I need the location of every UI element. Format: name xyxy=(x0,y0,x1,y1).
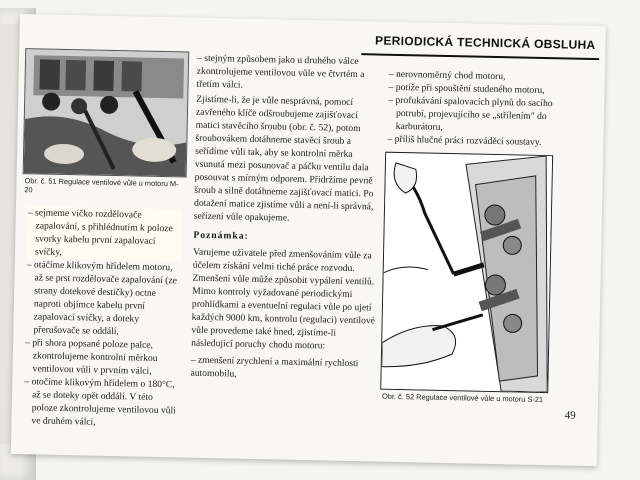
figure-51-caption: Obr. č. 51 Regulace ventilové vůle u motoru M-20 xyxy=(24,176,179,195)
list-item: – příliš hlučné práci rozváděcí soustavy. xyxy=(387,133,542,148)
list-item: – při shora popsané poloze palce, zkontrolujeme kontrolní měrkou ventilovou vůli v prvním válci, xyxy=(25,337,158,377)
page-header: PERIODICKÁ TECHNICKÁ OBSLUHA xyxy=(374,33,596,53)
page-number: 49 xyxy=(564,409,576,422)
paragraph: Zjistíme-li, že je vůle nesprávná, pomocí zavřeného klíče odšroubujeme zajišťovací matici stavěcího šroubu (obr. č. 52), potom šroubovákem dotáhneme stavěcí šroub a seřídíme vůli tak, aby se kontrolní měrka vsunutá mezi posunovač a páčku ventilu dala posouvat s mírným odporem. Přidržíme pevně šroub a silně dotáhneme zajišťovací matici. Po dotažení matice zjistíme vůli a není-li správná, seřízení vůle opakujeme. xyxy=(193,93,374,224)
list-item: – zmenšení zrychlení a maximální rychlosti automobilu, xyxy=(190,354,359,380)
figure-52-drawing xyxy=(380,152,553,393)
figure-52-caption: Obr. č. 52 Regulace ventilové vůle u motoru S-21 xyxy=(381,391,544,405)
list-item: – profukávání spalovacích plynů do sacího potrubí, projevujícího se „střílením" do karburátoru, xyxy=(388,94,553,133)
col1-list xyxy=(23,206,182,430)
paragraph: Varujeme uživatele před zmenšováním vůle za účelem získání velmi tiché práce rozvodu. Zmenšení vůle může způsobit vypálení ventilů. xyxy=(192,246,375,288)
figure-51-engine-photo xyxy=(23,48,190,177)
list-item: – otočíme klikovým hřídelem o 180°C, až se doteky opět oddálí. V této poloze zkontrolujeme ventilovou vůli ve druhém válci, xyxy=(24,376,176,428)
paragraph: Mimo kontroly vyžadované periodickými prohlídkami a eventuelní regulaci vůle po ujetí každých 9000 km, kontrolu (regulaci) ventilové vůle provedeme také hned, zjistíme-li následující poruchy chodu motoru: xyxy=(191,285,376,352)
column-1 xyxy=(23,206,182,430)
list-item: – otáčíme klikovým hřídelem motoru, až se prst rozdělovače zapalování (ze strany dotekové destičky) octne naproti objímce kabelu první zapalovací svíčky, a doteky přerušovače se oddálí, xyxy=(26,259,178,338)
note-heading: Poznámka: xyxy=(193,229,249,242)
column-2 xyxy=(190,52,383,384)
list-item: – nerovnoměrný chod motoru, xyxy=(388,68,506,83)
list-item: – potíže při spouštění studeného motoru, xyxy=(388,81,545,97)
list-item: – sejmeme víčko rozdělovače zapalování, s přihlédnutím k poloze svorky kabelu první zapalovací svíčky, xyxy=(27,206,182,261)
engine-illustration xyxy=(24,49,189,176)
book-page xyxy=(11,14,606,466)
valve-adjustment-drawing xyxy=(381,153,552,392)
col3-list xyxy=(387,68,555,149)
column-3 xyxy=(387,68,555,149)
paragraph: – stejným způsobem jako u druhého válce zkontrolujeme ventilovou vůle ve čtvrtém a třetím válci. xyxy=(196,52,365,91)
header-rule xyxy=(361,53,599,60)
